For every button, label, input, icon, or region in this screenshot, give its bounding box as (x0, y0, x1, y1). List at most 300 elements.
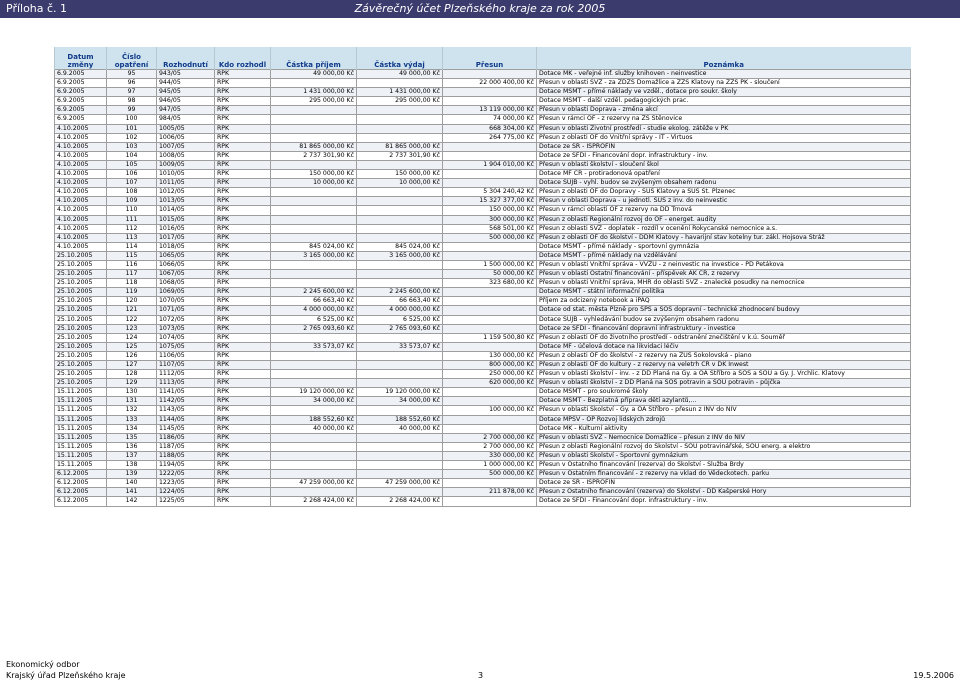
cell-transfer: 100 000,00 Kč (443, 406, 537, 415)
table-row (55, 251, 911, 260)
cell-expense (357, 133, 443, 142)
cell-decider: RPK (215, 342, 271, 351)
cell-decider: RPK (215, 315, 271, 324)
cell-expense (357, 351, 443, 360)
cell-number: 125 (107, 342, 157, 351)
cell-income (271, 361, 357, 370)
cell-transfer: 264 775,00 Kč (443, 133, 537, 142)
cell-note: Přesun z Ostatního financování (rezerva) do Školství - DD Kašperské Hory (537, 488, 911, 497)
cell-income: 1 431 000,00 Kč (271, 88, 357, 97)
cell-date: 25.10.2005 (55, 324, 107, 333)
cell-transfer: 13 119 000,00 Kč (443, 106, 537, 115)
cell-number: 96 (107, 79, 157, 88)
table-row (55, 361, 911, 370)
cell-income: 6 525,00 Kč (271, 315, 357, 324)
cell-date: 15.11.2005 (55, 461, 107, 470)
cell-decider: RPK (215, 160, 271, 169)
cell-decider: RPK (215, 142, 271, 151)
table-row (55, 160, 911, 169)
cell-number: 139 (107, 470, 157, 479)
cell-income: 150 000,00 Kč (271, 170, 357, 179)
table-row (55, 351, 911, 360)
cell-number: 142 (107, 497, 157, 506)
col-note-header: Poznámka (537, 47, 911, 70)
cell-date: 6.12.2005 (55, 488, 107, 497)
cell-expense (357, 488, 443, 497)
table-row (55, 379, 911, 388)
col-number-header: Číslo opatření (107, 47, 157, 70)
table-row (55, 106, 911, 115)
cell-decision: 1223/05 (157, 479, 215, 488)
cell-expense: 40 000,00 Kč (357, 424, 443, 433)
cell-note: Přesun z oblasti Regionální rozvoj do Školství - SOU potravinářské, SOU energ. a elektro (537, 442, 911, 451)
cell-decision: 1068/05 (157, 279, 215, 288)
cell-decision: 1011/05 (157, 179, 215, 188)
cell-decision: 1143/05 (157, 406, 215, 415)
cell-decider: RPK (215, 151, 271, 160)
cell-number: 110 (107, 206, 157, 215)
cell-date: 6.9.2005 (55, 88, 107, 97)
cell-expense (357, 370, 443, 379)
cell-expense: 33 573,07 Kč (357, 342, 443, 351)
cell-number: 113 (107, 233, 157, 242)
cell-income: 34 000,00 Kč (271, 397, 357, 406)
cell-date: 4.10.2005 (55, 170, 107, 179)
cell-expense (357, 115, 443, 124)
cell-expense (357, 279, 443, 288)
table-row (55, 461, 911, 470)
cell-date: 25.10.2005 (55, 279, 107, 288)
cell-number: 121 (107, 306, 157, 315)
cell-transfer (443, 497, 537, 506)
cell-decision: 943/05 (157, 70, 215, 79)
cell-number: 103 (107, 142, 157, 151)
cell-number: 102 (107, 133, 157, 142)
cell-expense (357, 188, 443, 197)
cell-income (271, 333, 357, 342)
cell-note: Přesun z oblasti OF do Vnitřní správy - IT - Virtuos (537, 133, 911, 142)
cell-number: 122 (107, 315, 157, 324)
table-header-row (55, 47, 911, 70)
cell-decider: RPK (215, 370, 271, 379)
cell-note: Dotace ze SFDI - Financování dopr. infrastruktury - inv. (537, 497, 911, 506)
cell-expense: 150 000,00 Kč (357, 170, 443, 179)
cell-date: 6.9.2005 (55, 97, 107, 106)
cell-decision: 1194/05 (157, 461, 215, 470)
cell-date: 4.10.2005 (55, 124, 107, 133)
cell-expense (357, 160, 443, 169)
cell-expense (357, 470, 443, 479)
cell-decision: 1072/05 (157, 315, 215, 324)
table-row (55, 497, 911, 506)
table-row (55, 97, 911, 106)
cell-expense (357, 224, 443, 233)
cell-number: 108 (107, 188, 157, 197)
table-row (55, 406, 911, 415)
cell-note: Dotace MF - účelová dotace na likvidaci léčiv (537, 342, 911, 351)
cell-decider: RPK (215, 79, 271, 88)
cell-date: 4.10.2005 (55, 142, 107, 151)
table-row (55, 442, 911, 451)
cell-income: 4 000 000,00 Kč (271, 306, 357, 315)
cell-number: 104 (107, 151, 157, 160)
cell-date: 4.10.2005 (55, 197, 107, 206)
cell-note: Dotace MŠMT - státní informační politika (537, 288, 911, 297)
cell-date: 4.10.2005 (55, 206, 107, 215)
cell-decider: RPK (215, 351, 271, 360)
table-row (55, 142, 911, 151)
cell-transfer (443, 97, 537, 106)
cell-date: 15.11.2005 (55, 424, 107, 433)
cell-note: Dotace MŠMT - další vzděl. pedagogických prac. (537, 97, 911, 106)
cell-income: 2 268 424,00 Kč (271, 497, 357, 506)
cell-number: 136 (107, 442, 157, 451)
cell-transfer (443, 388, 537, 397)
cell-decision: 1145/05 (157, 424, 215, 433)
cell-decision: 1069/05 (157, 288, 215, 297)
table-row (55, 242, 911, 251)
table-row (55, 151, 911, 160)
cell-number: 140 (107, 479, 157, 488)
table-row (55, 206, 911, 215)
cell-date: 4.10.2005 (55, 188, 107, 197)
cell-date: 15.11.2005 (55, 451, 107, 460)
cell-number: 105 (107, 160, 157, 169)
cell-date: 25.10.2005 (55, 251, 107, 260)
cell-note: Přesun v rámci OF - z rezervy na ZŠ Štěnovice (537, 115, 911, 124)
cell-expense (357, 206, 443, 215)
cell-decider: RPK (215, 479, 271, 488)
cell-date: 4.10.2005 (55, 151, 107, 160)
cell-income: 19 120 000,00 Kč (271, 388, 357, 397)
cell-expense (357, 260, 443, 269)
cell-number: 120 (107, 297, 157, 306)
cell-number: 117 (107, 270, 157, 279)
cell-transfer: 1 500 000,00 Kč (443, 260, 537, 269)
cell-expense (357, 197, 443, 206)
cell-income: 2 765 093,60 Kč (271, 324, 357, 333)
cell-decider: RPK (215, 133, 271, 142)
footer-office: Krajský úřad Plzeňského kraje (6, 671, 126, 680)
cell-transfer (443, 151, 537, 160)
cell-note: Přesun z oblasti OF do Dopravy - SÚS Klatovy a SÚS St. Plzenec (537, 188, 911, 197)
cell-decider: RPK (215, 197, 271, 206)
cell-transfer: 250 000,00 Kč (443, 370, 537, 379)
cell-income (271, 106, 357, 115)
cell-expense (357, 79, 443, 88)
cell-number: 126 (107, 351, 157, 360)
cell-decider: RPK (215, 442, 271, 451)
cell-transfer (443, 342, 537, 351)
cell-income: 188 552,60 Kč (271, 415, 357, 424)
cell-expense (357, 361, 443, 370)
cell-transfer: 5 304 240,42 Kč (443, 188, 537, 197)
cell-transfer: 500 000,00 Kč (443, 470, 537, 479)
table-row (55, 288, 911, 297)
table-row (55, 115, 911, 124)
cell-expense: 6 525,00 Kč (357, 315, 443, 324)
cell-decider: RPK (215, 288, 271, 297)
cell-decider: RPK (215, 270, 271, 279)
cell-transfer: 620 000,00 Kč (443, 379, 537, 388)
cell-transfer: 1 000 000,00 Kč (443, 461, 537, 470)
table-row (55, 415, 911, 424)
cell-number: 99 (107, 106, 157, 115)
cell-number: 134 (107, 424, 157, 433)
cell-decider: RPK (215, 179, 271, 188)
cell-number: 95 (107, 70, 157, 79)
cell-decider: RPK (215, 88, 271, 97)
cell-date: 25.10.2005 (55, 351, 107, 360)
cell-number: 141 (107, 488, 157, 497)
cell-expense: 2 765 093,60 Kč (357, 324, 443, 333)
cell-number: 123 (107, 324, 157, 333)
footer-date: 19.5.2006 (913, 671, 954, 680)
cell-decision: 1188/05 (157, 451, 215, 460)
cell-income (271, 124, 357, 133)
table-row (55, 370, 911, 379)
cell-decision: 1016/05 (157, 224, 215, 233)
cell-transfer (443, 324, 537, 333)
cell-decider: RPK (215, 488, 271, 497)
cell-decision: 1017/05 (157, 233, 215, 242)
cell-income (271, 351, 357, 360)
cell-income: 66 663,40 Kč (271, 297, 357, 306)
document-title: Závěrečný účet Plzeňského kraje za rok 2005 (354, 2, 606, 15)
table-row (55, 188, 911, 197)
cell-decision: 1107/05 (157, 361, 215, 370)
table-row (55, 279, 911, 288)
cell-income (271, 470, 357, 479)
cell-expense: 19 120 000,00 Kč (357, 388, 443, 397)
col-decider-header: Kdo rozhodl (215, 47, 271, 70)
cell-decision: 1073/05 (157, 324, 215, 333)
cell-number: 130 (107, 388, 157, 397)
cell-decision: 1013/05 (157, 197, 215, 206)
cell-expense: 2 245 600,00 Kč (357, 288, 443, 297)
cell-income (271, 406, 357, 415)
cell-decision: 1144/05 (157, 415, 215, 424)
cell-decision: 1187/05 (157, 442, 215, 451)
cell-note: Dotace od stat. města Plzně pro SPŠ a SOŠ dopravní - technické zhodnocení budovy (537, 306, 911, 315)
cell-date: 6.12.2005 (55, 479, 107, 488)
cell-expense: 4 000 000,00 Kč (357, 306, 443, 315)
table-row (55, 306, 911, 315)
cell-number: 109 (107, 197, 157, 206)
table-row (55, 88, 911, 97)
cell-number: 118 (107, 279, 157, 288)
table-row (55, 424, 911, 433)
cell-income: 49 000,00 Kč (271, 70, 357, 79)
cell-decider: RPK (215, 279, 271, 288)
cell-number: 114 (107, 242, 157, 251)
cell-income: 10 000,00 Kč (271, 179, 357, 188)
table-row (55, 488, 911, 497)
cell-note: Dotace ze SFDI - financování dopravní infrastruktury - investice (537, 324, 911, 333)
cell-expense (357, 333, 443, 342)
cell-expense: 2 737 301,90 Kč (357, 151, 443, 160)
cell-number: 127 (107, 361, 157, 370)
table-row (55, 170, 911, 179)
table-row (55, 315, 911, 324)
header-bar (0, 0, 960, 18)
cell-number: 115 (107, 251, 157, 260)
table-row (55, 70, 911, 79)
cell-transfer (443, 288, 537, 297)
cell-note: Přesun z oblasti OF do školství - z rezervy na ZUŠ Sokolovská - piano (537, 351, 911, 360)
cell-note: Přesun v oblasti Školství - Gy. a OA Stříbro - přesun z INV do NIV (537, 406, 911, 415)
cell-number: 112 (107, 224, 157, 233)
cell-note: Přesun v rámci oblasti OF z rezervy na DD Trnová (537, 206, 911, 215)
cell-number: 116 (107, 260, 157, 269)
cell-decider: RPK (215, 333, 271, 342)
cell-note: Dotace ze SR - ISPROFIN (537, 142, 911, 151)
page-number: 3 (478, 671, 484, 680)
cell-transfer (443, 170, 537, 179)
cell-decider: RPK (215, 124, 271, 133)
cell-transfer: 2 700 000,00 Kč (443, 442, 537, 451)
cell-expense: 10 000,00 Kč (357, 179, 443, 188)
cell-note: Přesun v oblasti Doprava - u jednotl. SÚS z inv. do neinvestic (537, 197, 911, 206)
cell-date: 4.10.2005 (55, 179, 107, 188)
cell-decider: RPK (215, 224, 271, 233)
cell-decider: RPK (215, 397, 271, 406)
cell-income (271, 451, 357, 460)
cell-income (271, 370, 357, 379)
cell-date: 25.10.2005 (55, 270, 107, 279)
cell-income (271, 461, 357, 470)
cell-decision: 1225/05 (157, 497, 215, 506)
cell-date: 6.9.2005 (55, 79, 107, 88)
cell-date: 4.10.2005 (55, 133, 107, 142)
cell-expense (357, 124, 443, 133)
cell-expense: 2 268 424,00 Kč (357, 497, 443, 506)
cell-number: 133 (107, 415, 157, 424)
table-row (55, 270, 911, 279)
cell-decision: 1012/05 (157, 188, 215, 197)
cell-decision: 946/05 (157, 97, 215, 106)
cell-date: 4.10.2005 (55, 242, 107, 251)
cell-decision: 1112/05 (157, 370, 215, 379)
cell-transfer: 668 304,00 Kč (443, 124, 537, 133)
cell-note: Dotace MK - veřejné inf. služby knihoven - neinvestice (537, 70, 911, 79)
table-row (55, 297, 911, 306)
cell-transfer: 1 904 010,00 Kč (443, 160, 537, 169)
cell-date: 25.10.2005 (55, 379, 107, 388)
table-row (55, 324, 911, 333)
cell-note: Přesun z oblasti Regionální rozvoj do OF - energet. audity (537, 215, 911, 224)
cell-transfer: 323 680,00 Kč (443, 279, 537, 288)
cell-note: Přesun v oblasti školství - z DD Planá na SOŠ potravin a SOU potravin - půjčka (537, 379, 911, 388)
cell-expense (357, 461, 443, 470)
cell-decider: RPK (215, 415, 271, 424)
cell-note: Přesun z oblasti OF do životního prostředí - odstranění znečištění v k.ú. Souměř (537, 333, 911, 342)
table-row (55, 133, 911, 142)
cell-number: 98 (107, 97, 157, 106)
cell-expense (357, 379, 443, 388)
table-row (55, 215, 911, 224)
cell-note: Přesun v oblasti Vnitřní správa, MHR do oblasti SVZ - znalecké posudky na nemocnice (537, 279, 911, 288)
cell-transfer (443, 70, 537, 79)
cell-note: Dotace MŠMT - přímé náklady - sportovní gymnázia (537, 242, 911, 251)
cell-transfer: 2 700 000,00 Kč (443, 433, 537, 442)
cell-income (271, 215, 357, 224)
cell-income: 2 245 600,00 Kč (271, 288, 357, 297)
cell-transfer (443, 424, 537, 433)
cell-date: 25.10.2005 (55, 370, 107, 379)
cell-decision: 1142/05 (157, 397, 215, 406)
cell-note: Dotace MŠMT - Bezplatná příprava dětí azylantů,... (537, 397, 911, 406)
cell-number: 106 (107, 170, 157, 179)
cell-decider: RPK (215, 470, 271, 479)
cell-income (271, 442, 357, 451)
cell-income (271, 79, 357, 88)
cell-income: 845 024,00 Kč (271, 242, 357, 251)
cell-note: Dotace MŠMT - přímé náklady na vzdělávání (537, 251, 911, 260)
cell-date: 6.9.2005 (55, 106, 107, 115)
cell-decision: 1113/05 (157, 379, 215, 388)
cell-decider: RPK (215, 324, 271, 333)
cell-number: 124 (107, 333, 157, 342)
cell-date: 25.10.2005 (55, 297, 107, 306)
cell-decision: 1106/05 (157, 351, 215, 360)
cell-transfer (443, 242, 537, 251)
cell-date: 6.9.2005 (55, 70, 107, 79)
cell-transfer: 500 000,00 Kč (443, 233, 537, 242)
cell-expense: 34 000,00 Kč (357, 397, 443, 406)
cell-transfer (443, 415, 537, 424)
cell-income: 40 000,00 Kč (271, 424, 357, 433)
cell-expense (357, 215, 443, 224)
cell-note: Dotace MPSV - OP Rozvoj lidských zdrojů (537, 415, 911, 424)
table-row (55, 233, 911, 242)
cell-decision: 1224/05 (157, 488, 215, 497)
cell-note: Dotace ze SR - ISPROFIN (537, 479, 911, 488)
cell-decision: 1074/05 (157, 333, 215, 342)
table-row (55, 397, 911, 406)
cell-income: 81 865 000,00 Kč (271, 142, 357, 151)
table-row (55, 388, 911, 397)
cell-date: 15.11.2005 (55, 397, 107, 406)
cell-expense (357, 270, 443, 279)
cell-income (271, 270, 357, 279)
cell-note: Přesun v oblasti Ostatní financování - příspěvek AK ČR, z rezervy (537, 270, 911, 279)
cell-decider: RPK (215, 170, 271, 179)
col-income-header: Částka příjem (271, 47, 357, 70)
cell-decider: RPK (215, 70, 271, 79)
cell-expense (357, 433, 443, 442)
cell-income (271, 488, 357, 497)
cell-decider: RPK (215, 497, 271, 506)
cell-note: Dotace MF ČR - protiradonová opatření (537, 170, 911, 179)
cell-transfer (443, 251, 537, 260)
cell-number: 107 (107, 179, 157, 188)
cell-income: 2 737 301,90 Kč (271, 151, 357, 160)
cell-decider: RPK (215, 461, 271, 470)
cell-note: Přesun v oblasti Doprava - změna akcí (537, 106, 911, 115)
cell-note: Přesun v oblasti Vnitřní správa - VVZÚ - z neinvestic na investice - PD Petákova (537, 260, 911, 269)
col-date-header: Datum změny (55, 47, 107, 70)
cell-date: 25.10.2005 (55, 260, 107, 269)
col-expense-header: Částka výdaj (357, 47, 443, 70)
cell-income (271, 433, 357, 442)
cell-expense: 3 165 000,00 Kč (357, 251, 443, 260)
cell-number: 100 (107, 115, 157, 124)
cell-income (271, 133, 357, 142)
cell-transfer: 300 000,00 Kč (443, 215, 537, 224)
cell-number: 101 (107, 124, 157, 133)
cell-decider: RPK (215, 188, 271, 197)
